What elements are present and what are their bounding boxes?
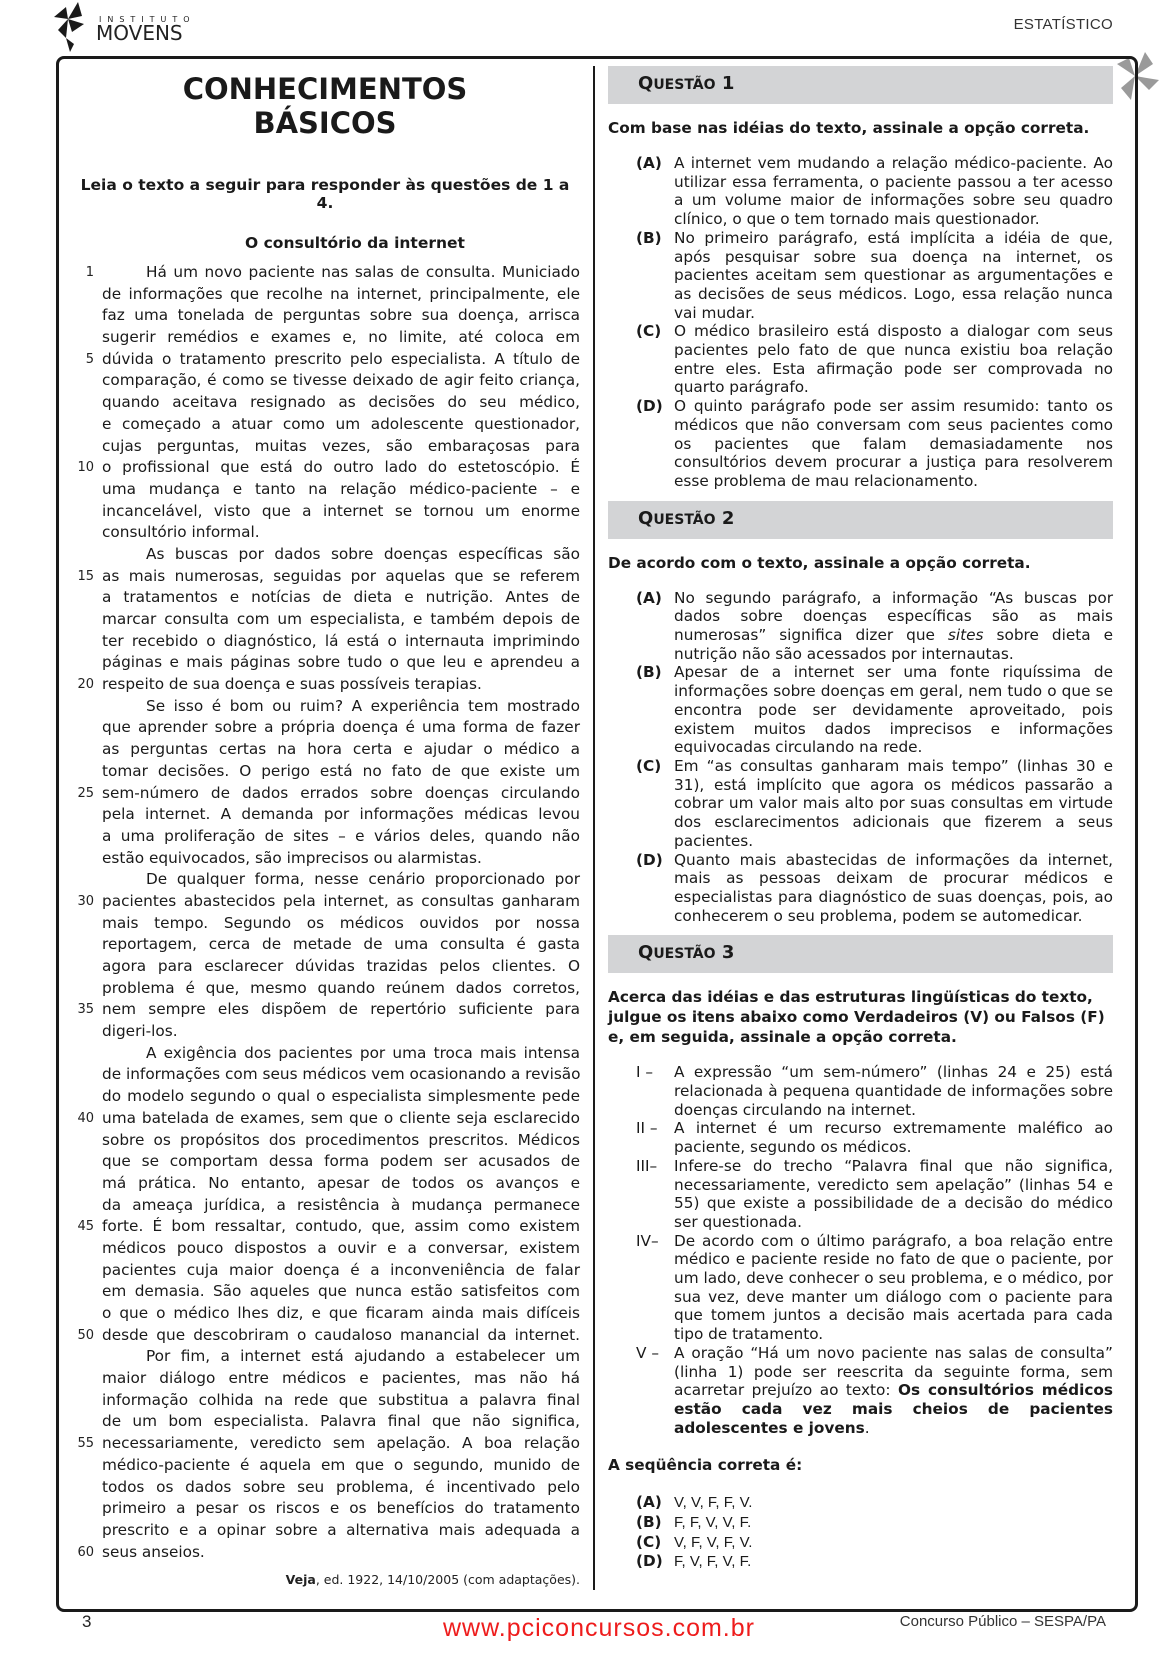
question-2-option-c[interactable] xyxy=(636,757,1113,851)
question-3-header xyxy=(608,935,1113,973)
option-label: (D) xyxy=(636,1552,663,1571)
passage-line xyxy=(70,674,580,696)
line-text: médico-paciente é aquela em que o segundo, munido de xyxy=(102,1455,580,1474)
logo-name: MOVENS xyxy=(96,21,183,45)
question-3-item-i xyxy=(636,1063,1113,1119)
line-text: tomar decisões. O perigo está no fato de que existe um xyxy=(102,761,580,780)
question-3-option-b[interactable] xyxy=(636,1513,1113,1533)
question-3-option-a[interactable] xyxy=(636,1493,1113,1513)
passage-line xyxy=(70,848,580,870)
line-text: de informações com seus médicos vem ocasionando a revisão xyxy=(102,1065,581,1084)
question-3-item-v xyxy=(636,1344,1113,1438)
line-text: de informações que recolhe na internet, principalmente, ele xyxy=(102,284,580,303)
line-text: nem sempre eles dispõem de repertório suficiente para xyxy=(102,1000,580,1019)
question-1-option-c[interactable] xyxy=(636,322,1113,397)
logo-subtitle: INSTITUTO xyxy=(99,15,196,24)
line-text: as mais numerosas, seguidas por aquelas que se referem xyxy=(102,566,580,585)
item-text: De acordo com o último parágrafo, a boa relação entre médico e paciente reside no fato de que o paciente, por um lado, deve conhecer o seu problema, e o médico, por sua vez, deve manter um diálogo com o paciente para que tomem juntos a decisão mais acertada para cada tipo de tratamento. xyxy=(674,1231,1113,1344)
option-label: (C) xyxy=(636,322,662,341)
line-text: Por fim, a internet está ajudando a estabelecer um xyxy=(146,1347,580,1366)
reading-instruction: Leia o texto a seguir para responder às questões de 1 a 4. xyxy=(80,176,570,212)
item-label: IV– xyxy=(636,1231,659,1250)
passage-line xyxy=(70,1368,580,1390)
passage-line xyxy=(70,913,580,935)
passage-line xyxy=(70,631,580,653)
item-text: . xyxy=(864,1418,870,1437)
line-text: digeri-los. xyxy=(102,1022,178,1041)
item-text-bold: Os consultórios médicos estão cada vez mais cheios de pacientes adolescentes e jovens xyxy=(674,1381,1113,1437)
line-text: comparação, é como se tivesse deixado de agir feito criança, xyxy=(102,371,580,390)
passage-line xyxy=(70,1325,580,1347)
line-text: dúvida o tratamento prescrito pelo especialista. A título de xyxy=(102,349,580,368)
option-text: V, V, F, F, V. xyxy=(674,1494,753,1512)
passage-line xyxy=(70,1390,580,1412)
line-text: ter recebido o diagnóstico, lá está o internauta imprimindo xyxy=(102,631,580,650)
passage-line xyxy=(70,826,580,848)
question-1-options xyxy=(636,154,1113,491)
question-1-stem: Com base nas idéias do texto, assinale a opção correta. xyxy=(608,119,1090,137)
line-text: de um bom especialista. Palavra final que não significa, xyxy=(102,1412,580,1431)
page-number: 3 xyxy=(82,1612,92,1631)
line-text: o que o médico lhes diz, e que ficaram ainda mais difíceis xyxy=(102,1304,580,1322)
line-number: 50 xyxy=(77,1327,94,1343)
line-text: que se comportam dessa forma podem ser acusados de xyxy=(102,1152,580,1171)
passage-line xyxy=(70,999,580,1021)
source-details: , ed. 1922, 14/10/2005 (com adaptações). xyxy=(315,1572,580,1587)
line-text: agora para esclarecer dúvidas trazidas pelos clientes. O xyxy=(102,957,580,975)
line-text: seus anseios. xyxy=(102,1542,205,1561)
question-1-option-b[interactable] xyxy=(636,229,1113,323)
question-3-stem: Acerca das idéias e das estruturas lingüísticas do texto, julgue os itens abaixo como Verdadeiros (V) ou Falsos (F) e, em seguida, assinale a opção correta. xyxy=(608,988,1105,1047)
line-text: primeiro a pesar os riscos e os benefícios do tratamento xyxy=(102,1499,580,1518)
passage-line xyxy=(70,1064,580,1086)
question-2-stem: De acordo com o texto, assinale a opção correta. xyxy=(608,553,1031,572)
line-text: Há um novo paciente nas salas de consulta. Municiado xyxy=(146,263,580,281)
exam-name: Concurso Público – SESPA/PA xyxy=(899,1613,1106,1630)
website-link[interactable]: www.pciconcursos.com.br xyxy=(443,1614,755,1642)
option-text: No primeiro parágrafo, está implícita a idéia de que, após pesquisar sobre sua doença na internet, os pacientes aceitam sem questionar as argumentações e as decisões de seus médicos. Logo, essa relação nunca vai mudar. xyxy=(674,228,1113,322)
passage-line xyxy=(70,1542,580,1564)
option-text: O médico brasileiro está disposto a dialogar com seus pacientes pelo fato de que nunca existiu boa relação entre eles. Esta afirmação pode ser comprovada no quarto parágrafo. xyxy=(674,322,1113,397)
source-publication: Veja xyxy=(285,1572,316,1587)
option-text: V, F, V, F, V. xyxy=(674,1533,753,1551)
passage-line xyxy=(70,457,580,479)
option-text-italic: sites xyxy=(947,626,984,645)
passage-line xyxy=(70,587,580,609)
passage-line xyxy=(70,1086,580,1108)
line-number: 10 xyxy=(77,460,94,476)
passage-line xyxy=(70,739,580,761)
passage-line xyxy=(70,609,580,631)
item-label: I – xyxy=(636,1063,654,1082)
line-text: marcar consulta com um especialista, e também depois de xyxy=(102,610,580,628)
passage-line xyxy=(70,566,580,588)
option-label: (B) xyxy=(636,1513,662,1532)
line-text: faz uma tonelada de perguntas sobre sua doença, arrisca xyxy=(102,306,580,325)
line-number: 35 xyxy=(77,1002,94,1018)
line-text: que aprender sobre a própria doença é uma forma de fazer xyxy=(102,718,580,737)
question-2-header xyxy=(608,501,1113,539)
item-text: A expressão “um sem-número” (linhas 24 e 25) está relacionada à pequena quantidade de informações sobre doenças circulando na internet. xyxy=(674,1063,1113,1119)
line-text: reportagem, cerca de metade de uma consulta é gasta xyxy=(102,935,580,954)
text-title: O consultório da internet xyxy=(245,234,465,252)
passage-line xyxy=(70,501,580,523)
passage-line xyxy=(70,1260,580,1282)
question-2-option-b[interactable] xyxy=(636,663,1113,757)
passage-line xyxy=(70,349,580,371)
passage-line xyxy=(70,327,580,349)
question-1-header xyxy=(608,66,1113,104)
line-number: 55 xyxy=(77,1436,94,1452)
option-text: A internet vem mudando a relação médico-paciente. Ao utilizar essa ferramenta, o paciente passou a ter acesso a um volume maior de informações sobre seu quadro clínico, o que o tem tornado mais questionador. xyxy=(674,154,1113,229)
question-3-label: QUESTÃO 3 xyxy=(638,942,735,964)
line-text: prescrito e a opinar sobre a alternativa mais adequada a xyxy=(102,1520,580,1539)
line-text: necessariamente, veredicto sem apelação. A boa relação xyxy=(102,1434,580,1453)
passage-line xyxy=(70,262,580,284)
question-3-items xyxy=(636,1063,1113,1437)
line-text: má prática. No entanto, apesar de todos os avanços e xyxy=(102,1173,580,1192)
option-label: (C) xyxy=(636,756,662,775)
line-text: cujas perguntas, muitas vezes, são embaraçosas para xyxy=(102,436,580,455)
passage-line xyxy=(70,1130,580,1152)
line-text: De qualquer forma, nesse cenário proporcionado por xyxy=(146,870,580,889)
passage-line xyxy=(70,783,580,805)
passage-line xyxy=(70,392,580,414)
line-text: e começado a atuar como um adolescente questionador, xyxy=(102,414,580,433)
item-label: V – xyxy=(636,1343,659,1362)
passage-line xyxy=(70,436,580,458)
passage-line xyxy=(70,1477,580,1499)
passage-line xyxy=(70,696,580,718)
question-1-option-a[interactable] xyxy=(636,154,1113,229)
line-text: incancelável, visto que a internet se tornou um enorme xyxy=(102,501,580,520)
passage-line xyxy=(70,869,580,891)
line-number: 15 xyxy=(77,568,94,584)
passage-line xyxy=(70,1238,580,1260)
right-column xyxy=(608,66,1113,1572)
line-text: as perguntas certas na hora certa e ajudar o médico a xyxy=(102,740,580,759)
line-number: 1 xyxy=(85,265,94,280)
passage-line xyxy=(70,370,580,392)
question-2-options xyxy=(636,589,1113,926)
passage-line xyxy=(70,522,580,544)
option-label: (D) xyxy=(636,850,663,869)
institute-logo xyxy=(54,2,194,52)
section-title xyxy=(70,72,580,140)
passage-line xyxy=(70,284,580,306)
source-citation xyxy=(70,1572,580,1587)
question-3-sequence-prompt: A seqüência correta é: xyxy=(608,1456,803,1475)
passage-line xyxy=(70,414,580,436)
option-label: (A) xyxy=(636,1493,662,1512)
line-text: consultório informal. xyxy=(102,523,260,542)
line-text: respeito de sua doença e suas possíveis terapias. xyxy=(102,675,482,694)
question-2-option-a[interactable] xyxy=(636,589,1113,664)
passage-line xyxy=(70,305,580,327)
section-title-line1: CONHECIMENTOS xyxy=(182,72,468,106)
passage-line xyxy=(70,1216,580,1238)
passage-line xyxy=(70,1108,580,1130)
line-text: em demasia. São aqueles que nunca estão satisfeitos com xyxy=(102,1282,580,1301)
left-column xyxy=(70,66,580,252)
passage-line xyxy=(70,934,580,956)
line-text: Se isso é bom ou ruim? A experiência tem mostrado xyxy=(146,696,580,715)
option-text: Quanto mais abastecidas de informações da internet, mais as pessoas deixam de procurar médicos e especialistas para diagnóstico de suas doenças, pois, ao conhecerem o seu problema, podem se automedicar. xyxy=(674,850,1113,925)
passage-line xyxy=(70,891,580,913)
option-text: F, V, F, V, F. xyxy=(674,1553,752,1571)
section-title-line2: BÁSICOS xyxy=(253,106,397,140)
line-number: 5 xyxy=(85,351,94,367)
passage-line xyxy=(70,1520,580,1542)
line-text: forte. É bom ressaltar, contudo, que, assim como existem xyxy=(102,1217,580,1236)
passage-line xyxy=(70,479,580,501)
line-text: sem-número de dados errados sobre doenças circulando xyxy=(102,783,580,802)
passage-line xyxy=(70,1303,580,1325)
option-text: Apesar de a internet ser uma fonte riquíssima de informações sobre doenças em geral, nem tudo o que se encontra pode ser devidamente aproveitado, pois existem muitos dados imprecisos e informações equivocadas circulando na rede. xyxy=(674,663,1113,757)
line-number: 45 xyxy=(77,1219,94,1235)
line-text: da ameaça jurídica, a resistência à mudança permanece xyxy=(102,1195,580,1214)
question-3-item-iii xyxy=(636,1157,1113,1232)
option-text: No segundo parágrafo, a informação “As buscas por dados sobre doenças específicas são as mais numerosas” significa dizer que xyxy=(674,588,1113,645)
option-label: (B) xyxy=(636,663,662,682)
question-3-item-ii xyxy=(636,1119,1113,1156)
question-1-option-d[interactable] xyxy=(636,397,1113,491)
line-text: quando aceitava resignado as decisões do seu médico, xyxy=(102,393,580,412)
line-text: uma mudança e tanto na relação médico-paciente – e xyxy=(102,479,580,498)
line-text: pacientes abastecidos pela internet, as consultas ganharam xyxy=(102,891,580,910)
option-label: (A) xyxy=(636,588,662,607)
passage-line xyxy=(70,978,580,1000)
line-text: pela internet. A demanda por informações médicas levou xyxy=(102,805,580,824)
option-text: sobre dieta e nutrição não são acessados por internautas. xyxy=(674,626,1113,663)
item-text: A oração “Há um novo paciente nas salas de consulta” (linha 1) pode ser reescrita da seguinte forma, sem acarretar prejuízo ao texto: xyxy=(674,1343,1113,1400)
option-label: (D) xyxy=(636,397,663,416)
line-number: 30 xyxy=(77,893,94,909)
line-text: o profissional que está do outro lado do estetoscópio. É xyxy=(102,458,580,477)
passage-line xyxy=(70,1498,580,1520)
passage-line xyxy=(70,1281,580,1303)
question-3-option-d[interactable] xyxy=(636,1552,1113,1572)
line-text: maior diálogo entre médicos e pacientes, mas não há xyxy=(102,1369,580,1388)
line-number: 40 xyxy=(77,1110,94,1126)
line-text: sugerir remédios e exames e, no limite, até coloca em xyxy=(102,328,580,347)
item-text: A internet é um recurso extremamente maléfico ao paciente, segundo os médicos. xyxy=(674,1119,1113,1157)
pinwheel-logo-icon xyxy=(54,2,84,52)
question-3-options xyxy=(636,1493,1113,1572)
line-text: do modelo segundo o qual o especialista simplesmente pede xyxy=(102,1087,580,1106)
question-2-option-d[interactable] xyxy=(636,851,1113,926)
passage-line xyxy=(70,761,580,783)
reading-passage xyxy=(70,262,580,1563)
line-text: médicos pouco dispostos a ouvir e a conversar, existem xyxy=(102,1238,580,1257)
line-text: todos os dados sobre seu problema, é incentivado pelo xyxy=(102,1477,580,1496)
passage-line xyxy=(70,1195,580,1217)
line-text: uma batelada de exames, sem que o cliente seja esclarecido xyxy=(102,1108,580,1127)
line-text: a uma proliferação de sites – e vários deles, quando não xyxy=(102,826,580,845)
question-2-label: QUESTÃO 2 xyxy=(638,507,735,529)
passage-line xyxy=(70,1043,580,1065)
passage-line xyxy=(70,804,580,826)
line-text: a tratamentos e notícias de dieta e nutrição. Antes de xyxy=(102,588,580,607)
line-number: 20 xyxy=(77,677,94,693)
question-1-label: QUESTÃO 1 xyxy=(638,73,735,94)
passage-line xyxy=(70,1151,580,1173)
line-text: páginas e mais páginas sobre tudo o que leu e aprendeu a xyxy=(102,653,580,672)
line-text: problema é que, mesmo quando reúnem dados corretos, xyxy=(102,978,580,997)
line-text: As buscas por dados sobre doenças específicas são xyxy=(146,544,580,563)
exam-subject-label: ESTATÍSTICO xyxy=(1013,16,1113,33)
line-number: 25 xyxy=(77,785,94,801)
option-label: (B) xyxy=(636,228,662,247)
line-text: pacientes cuja maior doença é a inconveniência de falar xyxy=(102,1260,580,1279)
passage-line xyxy=(70,956,580,978)
question-3-item-iv xyxy=(636,1232,1113,1344)
passage-line xyxy=(70,652,580,674)
question-3-option-c[interactable] xyxy=(636,1533,1113,1553)
line-text: desde que descobriram o caudaloso manancial da internet. xyxy=(102,1325,580,1344)
passage-line xyxy=(70,1411,580,1433)
line-text: informação colhida na rede que substitua a palavra final xyxy=(102,1390,580,1409)
passage-line xyxy=(70,544,580,566)
passage-line xyxy=(70,717,580,739)
line-text: A exigência dos pacientes por uma troca mais intensa xyxy=(146,1043,580,1062)
passage-line xyxy=(70,1455,580,1477)
item-label: II – xyxy=(636,1119,658,1138)
line-number: 60 xyxy=(77,1544,94,1560)
item-text: Infere-se do trecho “Palavra final que não significa, necessariamente, veredicto sem apelação” (linhas 54 e 55) que existe a possibilidade de a decisão do médico ser questionada. xyxy=(674,1156,1113,1231)
passage-line xyxy=(70,1433,580,1455)
option-text: O quinto parágrafo pode ser assim resumido: tanto os médicos que não conversam com seus pacientes como os pacientes que falam demasiadamente nos consultórios devem procurar a justiça para resolverem esse problema de mau relacionamento. xyxy=(674,397,1113,490)
line-text: mais tempo. Segundo os médicos ouvidos por nossa xyxy=(102,913,580,932)
item-label: III– xyxy=(636,1156,658,1175)
option-label: (A) xyxy=(636,154,662,172)
option-label: (C) xyxy=(636,1532,662,1551)
passage-line xyxy=(70,1021,580,1043)
passage-line xyxy=(70,1173,580,1195)
option-text: Em “as consultas ganharam mais tempo” (linhas 30 e 31), está implícito que agora os médicos passarão a cobrar um valor mais alto por suas consultas em virtude dos esclarecimentos adicionais que fizerem a seus pacientes. xyxy=(674,756,1113,850)
passage-line xyxy=(70,1346,580,1368)
line-text: estão equivocados, são imprecisos ou alarmistas. xyxy=(102,848,482,867)
column-divider xyxy=(593,66,595,1590)
line-text: sobre os propósitos dos procedimentos prescritos. Médicos xyxy=(102,1130,580,1149)
option-text: F, F, V, V, F. xyxy=(674,1514,752,1532)
